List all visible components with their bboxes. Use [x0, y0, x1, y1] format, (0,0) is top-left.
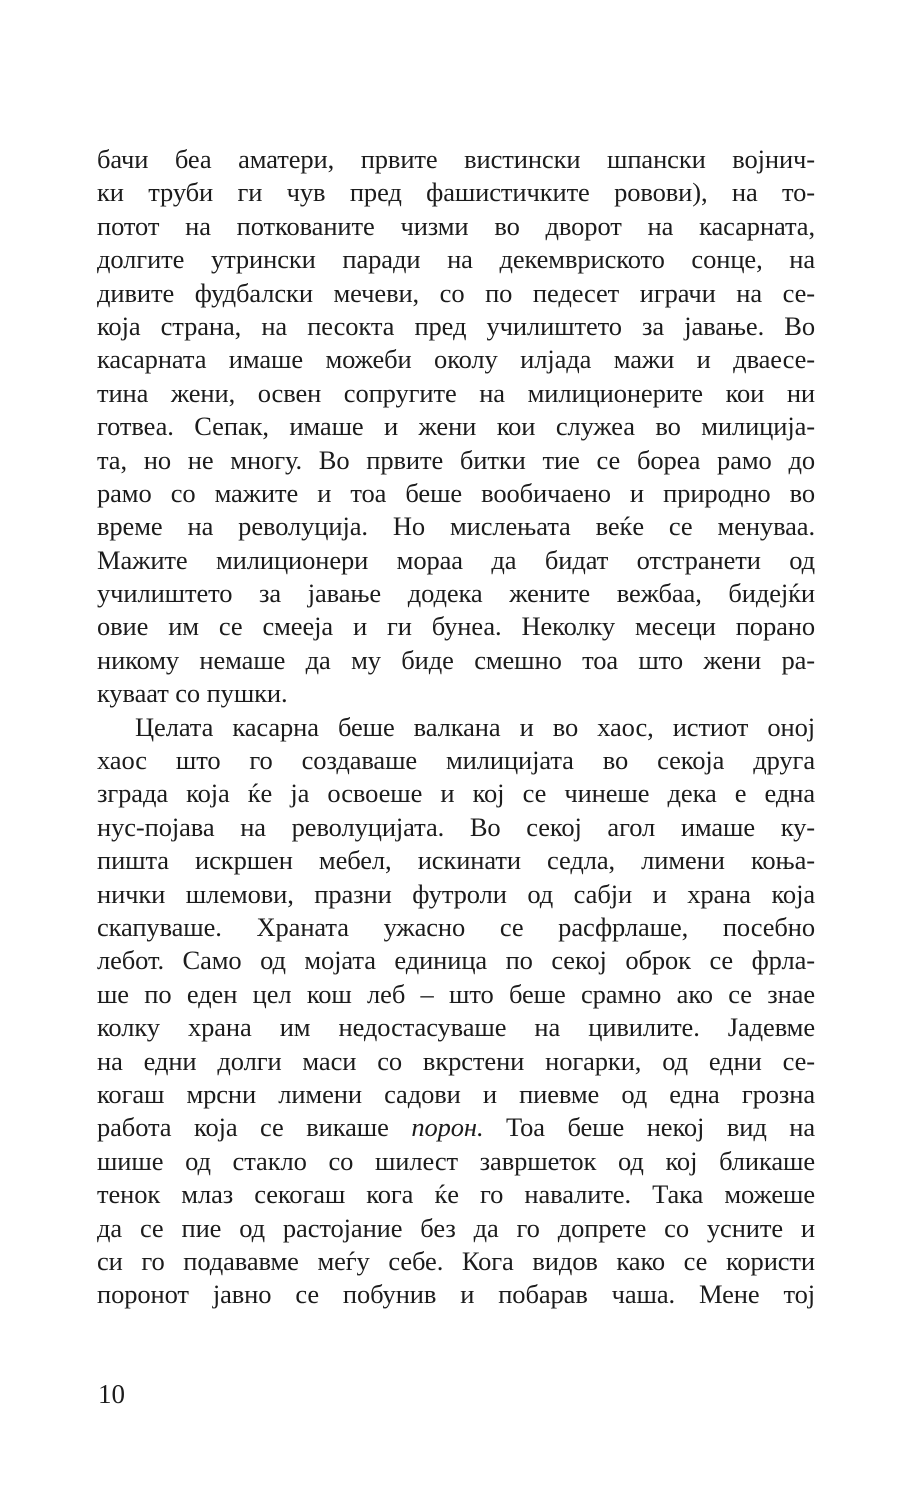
text-segment: Мажите милиционери мораа да бидат отстранети од [97, 544, 815, 575]
text-line [97, 477, 815, 510]
text-segment: готвеа. Сепак, имаше и жени кои служеа во милиција- [97, 411, 815, 442]
text-segment: долгите утрински паради на декемвриското сонце, на [97, 244, 815, 275]
text-segment: когаш мрсни лимени садови и пиевме од една грозна [97, 1078, 815, 1109]
text-line [97, 444, 815, 477]
text-line [97, 243, 815, 276]
italic-term: порон. [411, 1112, 484, 1143]
text-segment: потот на поткованите чизми во дворот на касарната, [97, 210, 815, 241]
text-segment: колку храна им недостасуваше на цивилите. Јадевме [97, 1012, 815, 1043]
text-line [97, 677, 815, 710]
text-segment: шише од стакло со шилест завршеток од кој бликаше [97, 1145, 815, 1176]
text-segment: куваат со пушки. [97, 678, 288, 709]
page-text [97, 143, 815, 1312]
text-line [97, 944, 815, 977]
text-line [97, 744, 815, 777]
text-segment: та, но не многу. Во првите битки тие се бореа рамо до [97, 444, 815, 475]
text-line [97, 1245, 815, 1278]
text-line [97, 811, 815, 844]
text-segment: Тоа беше некој вид на [483, 1112, 815, 1143]
page-number: 10 [98, 1379, 125, 1409]
text-line [97, 143, 815, 176]
text-segment: која страна, на песокта пред училиштето за јавање. Во [97, 310, 815, 341]
text-line [97, 544, 815, 577]
text-segment: ки труби ги чув пред фашистичките ровови), на то- [97, 177, 815, 208]
text-line [97, 1178, 815, 1211]
text-line [97, 1045, 815, 1078]
text-segment: тина жени, освен сопругите на милиционерите кои ни [97, 377, 815, 408]
text-segment: бачи беа аматери, првите вистински шпански војнич- [97, 144, 815, 174]
text-line [97, 978, 815, 1011]
text-segment: никому немаше да му биде смешно тоа што жени ра- [97, 644, 815, 675]
text-segment: работа која се викаше [97, 1112, 412, 1143]
text-segment: тенок млаз секогаш кога ќе го навалите. Така можеше [97, 1179, 815, 1210]
text-segment: на едни долги маси со вкрстени ногарки, од едни се- [97, 1045, 815, 1076]
text-segment: дивите фудбалски мечеви, со по педесет играчи на се- [97, 277, 815, 308]
text-segment: пишта искршен мебел, искинати седла, лимени коња- [97, 845, 815, 876]
text-line [97, 210, 815, 243]
text-segment: лебот. Само од мојата единица по секој оброк се фрла- [97, 945, 815, 976]
text-line [97, 911, 815, 944]
text-segment: рамо со мажите и тоа беше вообичаено и природно во [97, 477, 815, 508]
text-line [97, 1111, 815, 1144]
text-segment: касарната имаше можеби околу илјада мажи и дваесе- [97, 344, 815, 375]
text-line [97, 644, 815, 677]
text-segment: скапуваше. Храната ужасно се расфрлаше, посебно [97, 911, 815, 942]
text-line [97, 310, 815, 343]
text-segment: да се пие од растојание без да го допрете со усните и [97, 1212, 815, 1243]
text-segment: време на револуција. Но мислењата веќе се менуваа. [97, 511, 815, 542]
text-line [97, 277, 815, 310]
text-line [97, 711, 815, 744]
text-line [97, 878, 815, 911]
text-line [97, 510, 815, 543]
text-segment: нички шлемови, празни футроли од сабји и храна која [97, 878, 815, 909]
text-line [97, 577, 815, 610]
text-segment: хаос што го создаваше милицијата во секоја друга [97, 745, 815, 776]
text-segment: училиштето за јавање додека жените вежбаа, бидејќи [97, 578, 815, 609]
text-segment: си го подававме меѓу себе. Кога видов како се користи [97, 1245, 815, 1276]
text-line [97, 1011, 815, 1044]
text-line [97, 1145, 815, 1178]
text-line [97, 1078, 815, 1111]
text-segment: ше по еден цел кош леб – што беше срамно ако се знае [97, 978, 815, 1009]
text-line [97, 844, 815, 877]
text-line [97, 610, 815, 643]
text-segment: овие им се смееја и ги бунеа. Неколку месеци порано [97, 611, 815, 642]
text-segment: нус-појава на револуцијата. Во секој агол имаше ку- [97, 811, 815, 842]
text-line [97, 1278, 815, 1311]
text-segment: поронот јавно се побунив и побарав чаша. Мене тој [97, 1279, 815, 1310]
text-line [97, 777, 815, 810]
text-segment: Целата касарна беше валкана и во хаос, истиот оној [135, 711, 815, 742]
text-line [97, 377, 815, 410]
text-line [97, 410, 815, 443]
text-line [97, 1212, 815, 1245]
text-line [97, 343, 815, 376]
text-line [97, 176, 815, 209]
text-segment: зграда која ќе ја освоеше и кој се чинеше дека е една [97, 778, 815, 809]
